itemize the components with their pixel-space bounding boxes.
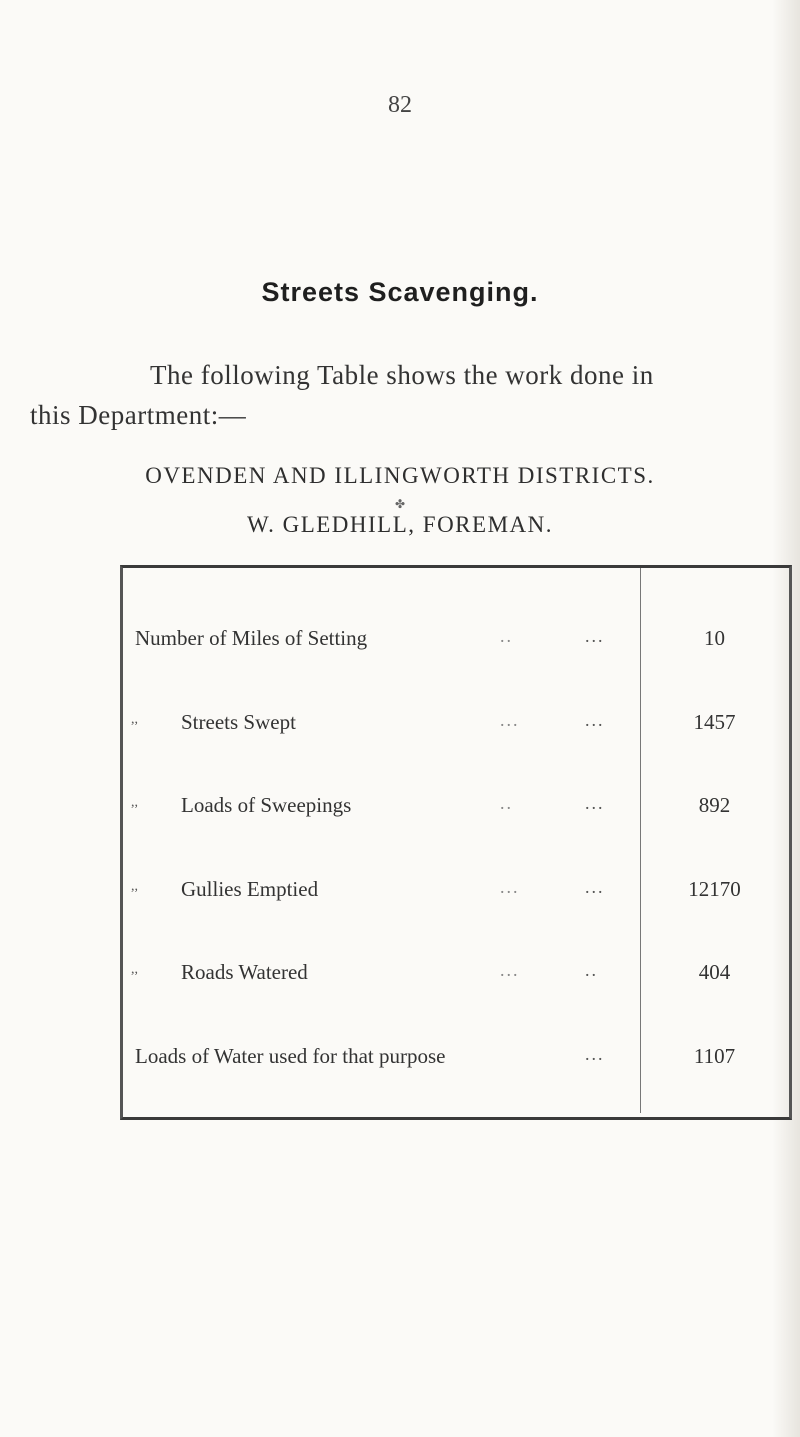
- intro-paragraph: [30, 355, 790, 435]
- row-value: 892: [698, 793, 731, 817]
- table-row: [123, 877, 789, 917]
- table-row: [123, 1044, 789, 1084]
- row-label: Streets Swept: [181, 710, 296, 734]
- row-leader-dots: ...: [585, 1044, 605, 1064]
- table-row: [123, 626, 789, 666]
- section-title: Streets Scavenging.: [261, 277, 539, 307]
- row-leader-dots: ...: [500, 960, 520, 980]
- row-leader-dots: ...: [585, 626, 605, 646]
- row-leader-dots: ..: [500, 626, 513, 646]
- row-leader-dots: ...: [585, 793, 605, 813]
- foreman-heading: W. GLEDHILL, FOREMAN.: [247, 512, 553, 537]
- row-leader-dots: ...: [500, 710, 520, 730]
- intro-line-2: this Department:—: [30, 400, 247, 430]
- ditto-mark: ,,: [131, 879, 138, 894]
- scavenging-table: [120, 565, 792, 1120]
- row-leader-dots: ...: [585, 877, 605, 897]
- row-value: 10: [704, 626, 725, 650]
- row-leader-dots: ..: [585, 960, 598, 980]
- row-value: 12170: [688, 877, 741, 901]
- row-value: 1457: [693, 710, 736, 734]
- ditto-mark: ,,: [131, 712, 138, 727]
- district-heading: OVENDEN AND ILLINGWORTH DISTRICTS.: [145, 463, 655, 488]
- ornament-icon: ✤: [394, 497, 406, 511]
- row-label: Roads Watered: [181, 960, 308, 984]
- row-label: Number of Miles of Setting: [135, 626, 368, 650]
- row-leader-dots: ..: [500, 793, 513, 813]
- table-row: [123, 710, 789, 750]
- intro-line-1: The following Table shows the work done in: [150, 360, 654, 390]
- row-leader-dots: ...: [585, 710, 605, 730]
- ditto-mark: ,,: [131, 962, 138, 977]
- row-label: Loads of Water used for that purpose: [135, 1044, 446, 1068]
- row-value: 404: [698, 960, 731, 984]
- page-number: 82: [388, 92, 412, 118]
- row-value: 1107: [693, 1044, 736, 1068]
- table-row: [123, 960, 789, 1000]
- table-row: [123, 793, 789, 833]
- row-leader-dots: ...: [500, 877, 520, 897]
- row-label: Gullies Emptied: [181, 877, 319, 901]
- ditto-mark: ,,: [131, 795, 138, 810]
- row-label: Loads of Sweepings: [181, 793, 352, 817]
